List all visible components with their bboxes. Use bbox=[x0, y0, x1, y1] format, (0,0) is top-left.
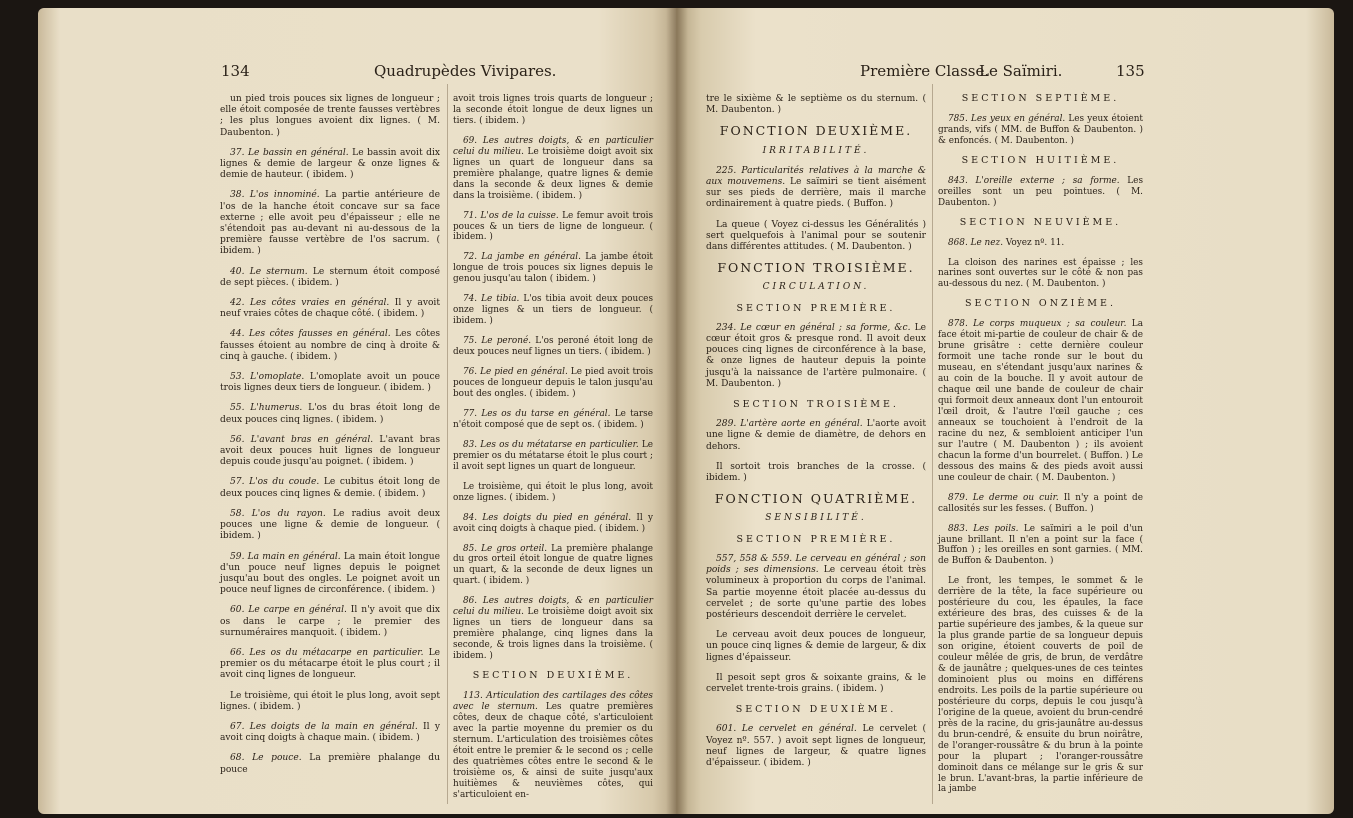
open-book bbox=[38, 8, 1334, 814]
paragraph bbox=[453, 136, 653, 202]
entry-text: Le saïmiri se tient aisément sur ses pieds de derrière, mais il marche ordinairement à quatre pieds. ( Buffon. ) bbox=[706, 177, 926, 210]
entry-text: Le premier os du métacarpe étoit le plus court ; il avoit cinq lignes de longueur. bbox=[220, 647, 441, 681]
entry-text: SECTION PREMIÈRE. bbox=[736, 533, 896, 545]
entry-term: 57. L'os du coude. bbox=[230, 477, 320, 488]
book-gutter bbox=[666, 8, 688, 814]
entry-term: 74. Le tibia. bbox=[463, 294, 520, 305]
right-page bbox=[676, 8, 1334, 814]
entry-text: Le troisième doigt avoit six lignes un quart de longueur dans sa première phalange, quatre lignes & demie dans la seconde & deux lignes & demie dans la troisième. ( ibidem. ) bbox=[453, 146, 653, 201]
entry-term: 71. L'os de la cuisse. bbox=[463, 210, 559, 221]
section-heading bbox=[938, 299, 1143, 310]
entry-text: Les quatre premières côtes, deux de chaque côté, s'articuloient avec la partie moyenne du premier os du sternum. L'articulation des troisièmes côtes étoit entre le premier & le second os ; celle des quatrièmes côtes entre le second & le troisième os, & ainsi de suite jusqu'aux huitièmes & neuvièmes côtes, qui s'articuloient en- bbox=[453, 701, 653, 800]
entry-term: 83. Les os du métatarse en particulier. bbox=[463, 439, 639, 450]
paragraph bbox=[453, 440, 653, 473]
entry-term: 42. Les côtes vraies en général. bbox=[230, 298, 390, 309]
paragraph bbox=[220, 267, 440, 289]
entry-text: Le bassin avoit dix lignes & demie de largeur & onze lignes & demie de hauteur. ( ibidem. ) bbox=[220, 147, 440, 181]
entry-text: FONCTION DEUXIÈME. bbox=[719, 123, 913, 139]
entry-text: La première phalange du gros orteil étoit longue de quatre lignes un quart, & la seconde de deux lignes un quart. ( ibidem. ) bbox=[453, 543, 653, 587]
section-heading bbox=[706, 534, 926, 545]
entry-text: SENSIBILITÉ. bbox=[765, 513, 867, 524]
entry-text: L'os peroné étoit long de deux pouces neuf lignes un tiers. ( ibidem. ) bbox=[453, 336, 654, 358]
paragraph bbox=[220, 509, 440, 543]
entry-term: 40. Le sternum. bbox=[230, 266, 308, 277]
entry-term: 72. La jambe en général. bbox=[463, 252, 581, 263]
paragraph bbox=[706, 323, 926, 390]
entry-term: 60. Le carpe en général. bbox=[230, 605, 347, 616]
left-column-1 bbox=[220, 94, 440, 785]
paragraph bbox=[220, 329, 440, 363]
paragraph bbox=[706, 419, 926, 453]
entry-text: Le saïmiri a le poil d'un jaune brillant. Il n'en a point sur la face ( Buffon ) ; les oreilles en sont garnies. ( MM. de Buffon & Daubenton. ) bbox=[938, 523, 1143, 567]
entry-text: L'omoplate avoit un pouce trois lignes deux tiers de longueur. ( ibidem. ) bbox=[220, 372, 440, 394]
paragraph bbox=[706, 554, 926, 621]
entry-text: Le cervelet ( Voyez nº. 557. ) avoit sept lignes de longueur, neuf lignes de largeur, & quatre lignes d'épaisseur. ( ibidem. ) bbox=[706, 724, 926, 768]
entry-term: 58. L'os du rayon. bbox=[230, 508, 326, 519]
paragraph bbox=[453, 596, 653, 662]
entry-text: Il y avoit neuf vraies côtes de chaque côté. ( ibidem. ) bbox=[220, 298, 440, 320]
left-page bbox=[38, 8, 676, 814]
subheading bbox=[706, 513, 926, 524]
paragraph bbox=[220, 298, 440, 320]
entry-text: Le tarse n'étoit composé que de sept os. ( ibidem. ) bbox=[453, 408, 653, 430]
entry-text: La jambe étoit longue de trois pouces six lignes depuis le genou jusqu'au talon ( ibidem. ) bbox=[453, 252, 653, 285]
entry-term: 66. Les os du métacarpe en particulier. bbox=[230, 647, 424, 658]
entry-term: 77. Les os du tarse en général. bbox=[463, 408, 611, 419]
entry-term: 38. L'os innominé. bbox=[230, 190, 320, 201]
entry-text: FONCTION QUATRIÈME. bbox=[714, 491, 918, 507]
paragraph bbox=[220, 372, 440, 394]
entry-term: 53. L'omoplate. bbox=[230, 372, 305, 383]
entry-text: IRRITABILITÉ. bbox=[762, 145, 870, 156]
entry-text: un pied trois pouces six lignes de longueur ; elle étoit composée de trente fausses vertèbres ; les plus longues avoient dix lignes. ( M. Daubenton. ) bbox=[220, 94, 440, 138]
paragraph bbox=[220, 648, 440, 682]
paragraph bbox=[938, 258, 1143, 291]
entry-text: L'os du bras étoit long de deux pouces cinq lignes. ( ibidem. ) bbox=[220, 403, 441, 425]
entry-text: La partie antérieure de l'os de la hanche étoit concave sur sa face externe ; elle avoit peu d'épaisseur ; elle ne s'étendoit pas au-devant ni au-dessous de la première fausse vertèbre de l'os sacrum. ( ibidem. ) bbox=[220, 190, 440, 257]
entry-term: 868. Le nez. bbox=[948, 237, 1004, 248]
entry-text: Les yeux étoient grands, vifs ( MM. de Buffon & Daubenton. ) & enfoncés. ( M. Daubenton. ) bbox=[938, 113, 1143, 146]
entry-term: 843. L'oreille externe ; sa forme. bbox=[948, 175, 1120, 186]
entry-term: 84. Les doigts du pied en général. bbox=[463, 512, 632, 523]
paragraph bbox=[706, 462, 926, 484]
section-heading bbox=[938, 94, 1143, 105]
subheading bbox=[706, 146, 926, 157]
entry-term: 75. Le peroné. bbox=[463, 336, 532, 347]
paragraph bbox=[706, 94, 926, 116]
entry-text: SECTION NEUVIÈME. bbox=[959, 216, 1122, 228]
entry-text: Le cubitus étoit long de deux pouces cinq lignes & demie. ( ibidem. ) bbox=[220, 477, 440, 499]
entry-term: 234. Le cœur en général ; sa forme, &c. bbox=[716, 322, 911, 333]
paragraph bbox=[453, 691, 653, 801]
entry-term: 289. L'artère aorte en général. bbox=[716, 419, 863, 430]
entry-term: 878. Le corps muqueux ; sa couleur. bbox=[948, 319, 1127, 330]
paragraph bbox=[706, 166, 926, 211]
entry-text: La cloison des narines est épaisse ; les narines sont ouvertes sur le côté & non pas au-dessous du nez. ( M. Daubenton. ) bbox=[938, 257, 1143, 290]
entry-text: SECTION HUITIÈME. bbox=[961, 154, 1120, 166]
entry-text: Le radius avoit deux pouces une ligne & demie de longueur. ( ibidem. ) bbox=[220, 508, 440, 542]
entry-text: Le cerveau avoit deux pouces de longueur, un pouce cinq lignes & demie de largeur, & dix lignes d'épaisseur. bbox=[706, 630, 926, 663]
entry-term: 44. Les côtes fausses en général. bbox=[230, 329, 391, 340]
right-page-number: 135 bbox=[1116, 62, 1145, 80]
entry-text: L'avant bras avoit deux pouces huit lignes de longueur depuis coude jusqu'au poignet. ( ibidem. ) bbox=[220, 434, 440, 468]
paragraph bbox=[938, 493, 1143, 515]
function-heading bbox=[706, 123, 926, 139]
entry-term: 86. Les autres doigts, & en particulier celui du milieu. bbox=[453, 596, 653, 618]
entry-term: 68. Le pouce. bbox=[230, 753, 302, 764]
entry-text: Voyez nº. 11. bbox=[1003, 237, 1065, 248]
paragraph bbox=[706, 630, 926, 664]
section-heading bbox=[706, 704, 926, 715]
paragraph bbox=[220, 435, 440, 469]
section-heading bbox=[453, 671, 653, 682]
entry-term: 557, 558 & 559. Le cerveau en général ; son poids ; ses dimensions. bbox=[706, 553, 926, 576]
entry-text: Il n'y a point de callosités sur les fesses. ( Buffon. ) bbox=[938, 492, 1143, 514]
section-heading bbox=[938, 156, 1143, 167]
entry-text: Le femur avoit trois pouces & un tiers de ligne de longueur. ( ibidem. ) bbox=[453, 210, 653, 243]
paragraph bbox=[938, 319, 1143, 483]
entry-term: 879. Le derme ou cuir. bbox=[948, 492, 1059, 503]
entry-text: CIRCULATION. bbox=[762, 282, 870, 293]
paragraph bbox=[938, 114, 1143, 147]
paragraph bbox=[220, 552, 440, 597]
entry-term: 785. Les yeux en général. bbox=[948, 113, 1066, 124]
entry-text: Le front, les tempes, le sommet & le derrière de la tête, la face supérieure ou postérieure du cou, les épaules, la face extérieure des bras, des cuisses & de la partie supérieure des jambes, & la queue sur la plus grande partie de sa longueur depuis son origine, étoient couverts de poil de couleur mêlée de gris, de brun, de verdâtre & de jaunâtre ; quelques-unes de ces teintes dominoient plus ou moins en différens endroits. Les poils de la partie supérieure ou postérieure du corps, depuis le cou jusqu'à l'origine de la queue, avoient du brun-cendré près de la racine, du gris-jaunâtre au-dessus du brun-cendré, & ensuite du brun noirâtre, de l'oranger-roussâtre & du brun à la pointe pour la plupart ; l'oranger-roussâtre dominoit dans ce mélange sur le gris & sur le brun. L'avant-bras, la partie inférieure de la jambe bbox=[938, 576, 1143, 795]
paragraph bbox=[220, 605, 440, 639]
entry-text: L'aorte avoit une ligne & demie de diamètre, de dehors en dehors. bbox=[706, 419, 926, 452]
entry-text: tre le sixième & le septième os du sternum. ( M. Daubenton. ) bbox=[706, 94, 926, 116]
entry-text: Il sortoit trois branches de la crosse. ( ibidem. ) bbox=[706, 461, 926, 484]
paragraph bbox=[220, 722, 440, 744]
paragraph bbox=[706, 673, 926, 695]
paragraph bbox=[453, 252, 653, 285]
entry-text: Le sternum étoit composé de sept pièces. ( ibidem. ) bbox=[220, 266, 440, 288]
section-heading bbox=[706, 303, 926, 314]
entry-text: La queue ( Voyez ci-dessus les Généralités ) sert quelquefois à l'animal pour se soutenir dans différentes attitudes. ( M. Daubenton. ) bbox=[706, 219, 926, 253]
entry-term: 55. L'humerus. bbox=[230, 403, 303, 414]
entry-text: La face étoit mi-partie de couleur de chair & de brune grisâtre : cette dernière couleur formoit une tache ronde sur le bout du museau, en s'étendant jusqu'aux narines & au coin de la bouche. Il y avoit autour de chaque œil une bande de couleur de chair qui formoit deux anneaux dont l'un entouroit l'œil droit, & l'autre l'œil gauche ; ces anneaux se touchoient à l'endroit de la racine du nez, & sembloient anticiper l'un sur l'autre ( M. Daubenton ) ; ils avoient chacun la forme d'un bourrelet. ( Buffon. ) Le dessous des mains & des pieds avoit aussi une couleur de chair. ( M. Daubenton. ) bbox=[938, 319, 1143, 483]
column-divider bbox=[932, 84, 933, 804]
right-column-2 bbox=[938, 94, 1143, 804]
entry-term: 67. Les doigts de la main en général. bbox=[230, 721, 418, 732]
paragraph bbox=[938, 524, 1143, 568]
right-running-head-title: Le Saïmiri. bbox=[979, 62, 1063, 80]
function-heading bbox=[706, 260, 926, 276]
entry-text: SECTION SEPTIÈME. bbox=[961, 93, 1120, 104]
entry-term: 59. La main en général. bbox=[230, 551, 341, 562]
entry-term: 113. Articulation des cartilages des côtes avec le sternum. bbox=[453, 690, 653, 712]
entry-term: 69. Les autres doigts, & en particulier celui du milieu. bbox=[453, 135, 653, 157]
entry-term: 56. L'avant bras en général. bbox=[230, 434, 374, 445]
left-running-head: Quadrupèdes Vivipares. bbox=[374, 62, 557, 80]
function-heading bbox=[706, 491, 926, 507]
paragraph bbox=[453, 513, 653, 535]
paragraph bbox=[453, 211, 653, 244]
column-divider bbox=[447, 84, 448, 804]
paragraph bbox=[220, 94, 440, 139]
entry-text: Le pied avoit trois pouces de longueur depuis le talon jusqu'au bout des ongles. ( ibidem. ) bbox=[453, 367, 654, 399]
paragraph bbox=[938, 238, 1143, 249]
paragraph bbox=[220, 148, 440, 182]
entry-text: Le troisième doigt avoit six lignes un tiers de longueur dans sa première phalange, cinq lignes dans la seconde, & trois lignes dans la troisième. ( ibidem. ) bbox=[453, 607, 653, 662]
entry-text: Il pesoit sept gros & soixante grains, & le cervelet trente-trois grains. ( ibidem. ) bbox=[706, 672, 926, 694]
section-heading bbox=[706, 399, 926, 410]
paragraph bbox=[453, 482, 653, 504]
paragraph bbox=[706, 724, 926, 769]
entry-term: 85. Le gros orteil. bbox=[463, 543, 548, 554]
paragraph bbox=[453, 367, 653, 400]
right-running-head-left: Première Classe. bbox=[860, 62, 990, 80]
entry-term: 37. Le bassin en général. bbox=[230, 147, 349, 158]
paragraph bbox=[220, 477, 440, 499]
left-page-number: 134 bbox=[221, 62, 250, 80]
paragraph bbox=[220, 691, 440, 713]
paragraph bbox=[706, 220, 926, 254]
entry-text: Le premier os du métatarse étoit le plus court ; il avoit sept lignes un quart de longueur. bbox=[453, 439, 653, 472]
entry-text: SECTION DEUXIÈME. bbox=[472, 670, 634, 682]
paragraph bbox=[220, 403, 440, 425]
paragraph bbox=[453, 94, 653, 127]
entry-text: Il y avoit cinq doigts à chaque pied. ( ibidem. ) bbox=[453, 512, 653, 534]
paragraph bbox=[938, 576, 1143, 795]
paragraph bbox=[453, 294, 653, 327]
entry-term: 601. Le cervelet en général. bbox=[716, 724, 857, 735]
entry-term: 225. Particularités relatives à la marche & aux mouvemens. bbox=[706, 165, 926, 188]
entry-text: Il n'y avoit que dix os dans le carpe ; le premier des surnuméraires manquoit. ( ibidem. ) bbox=[220, 605, 441, 638]
entry-term: 76. Le pied en général. bbox=[463, 367, 568, 378]
entry-text: SECTION DEUXIÈME. bbox=[735, 704, 897, 716]
right-column-1 bbox=[706, 94, 926, 778]
entry-text: Les oreilles sont un peu pointues. ( M. Daubenton. ) bbox=[938, 175, 1143, 208]
left-column-2 bbox=[453, 94, 653, 810]
entry-text: Le cœur étoit gros & presque rond. Il avoit deux pouces cinq lignes de circonférence à la base, & onze lignes de hauteur depuis la pointe jusqu'à la naissance de l'artère pulmonaire. ( M. Daubenton. ) bbox=[706, 322, 926, 389]
entry-text: SECTION ONZIÈME. bbox=[965, 298, 1116, 310]
entry-text: FONCTION TROISIÈME. bbox=[717, 260, 915, 276]
entry-text: avoit trois lignes trois quarts de longueur ; la seconde étoit longue de deux lignes un tiers. ( ibidem. ) bbox=[453, 94, 653, 126]
entry-text: La main étoit longue d'un pouce neuf lignes depuis le poignet jusqu'au bout des ongles. Le poignet avoit un pouce neuf lignes de circonférence. ( ibidem. ) bbox=[220, 551, 440, 596]
paragraph bbox=[453, 409, 653, 431]
entry-text: Les côtes fausses étoient au nombre de cinq à droite & cinq à gauche. ( ibidem. ) bbox=[220, 329, 441, 362]
entry-text: SECTION PREMIÈRE. bbox=[736, 302, 896, 314]
entry-text: Le cerveau étoit très volumineux à proportion du corps de l'animal. Sa partie moyenne étoit placée au-dessus du cervelet ; de sorte qu'une partie des lobes postérieurs descendoit derrière le cervelet. bbox=[706, 565, 926, 620]
paragraph bbox=[453, 336, 653, 358]
paragraph bbox=[220, 753, 440, 775]
entry-text: SECTION TROISIÈME. bbox=[733, 399, 899, 411]
entry-text: Le troisième, qui étoit le plus long, avoit sept lignes. ( ibidem. ) bbox=[220, 690, 440, 712]
entry-text: Le troisième, qui étoit le plus long, avoit onze lignes. ( ibidem. ) bbox=[453, 481, 653, 503]
entry-text: Il y avoit cinq doigts à chaque main. ( ibidem. ) bbox=[220, 721, 440, 744]
paragraph bbox=[938, 176, 1143, 209]
paragraph bbox=[453, 544, 653, 588]
entry-text: La première phalange du pouce bbox=[220, 753, 440, 775]
subheading bbox=[706, 282, 926, 293]
section-heading bbox=[938, 218, 1143, 229]
paragraph bbox=[220, 190, 440, 257]
entry-text: L'os tibia avoit deux pouces onze lignes & un tiers de longueur. ( ibidem. ) bbox=[453, 294, 653, 327]
entry-term: 883. Les poils. bbox=[948, 523, 1019, 534]
